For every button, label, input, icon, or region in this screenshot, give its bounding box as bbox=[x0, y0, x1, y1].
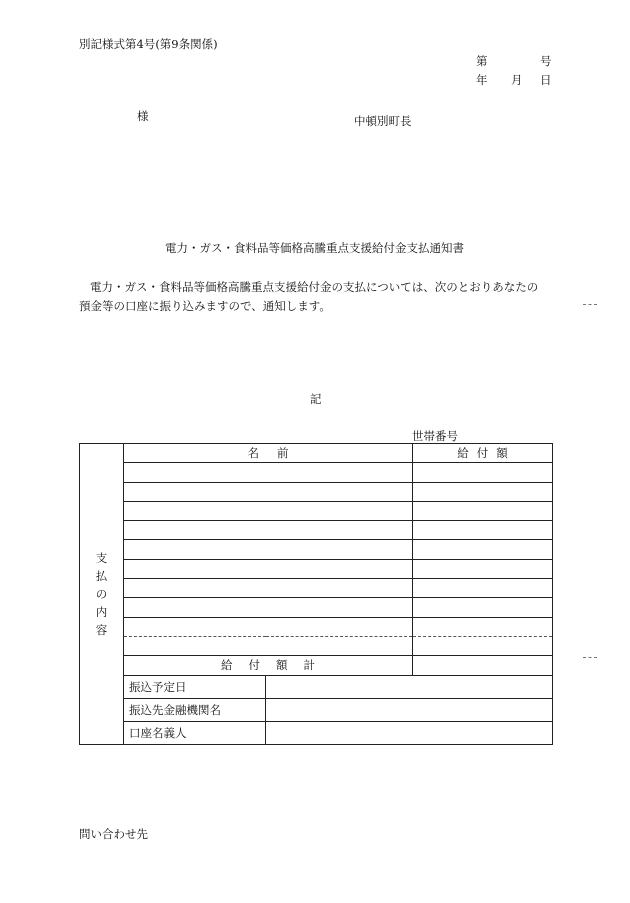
issuer: 中頓別町長 bbox=[354, 114, 412, 128]
amount-cell[interactable] bbox=[413, 482, 553, 501]
body-line-2: 預金等の口座に振り込みますので、通知します。 bbox=[79, 299, 331, 313]
side-label: 支払の内容 bbox=[95, 550, 108, 637]
amount-cell[interactable] bbox=[413, 521, 553, 540]
amount-cell[interactable] bbox=[413, 501, 553, 520]
date-day: 日 bbox=[540, 73, 552, 87]
amount-cell[interactable] bbox=[413, 559, 553, 578]
amount-cell[interactable] bbox=[413, 598, 553, 617]
amount-cell[interactable] bbox=[413, 579, 553, 598]
amount-cell[interactable] bbox=[413, 463, 553, 482]
date-year: 年 bbox=[476, 73, 488, 87]
header-amount: 給付額 bbox=[413, 444, 553, 463]
recipient-suffix: 様 bbox=[137, 109, 149, 123]
name-cell[interactable] bbox=[124, 501, 413, 520]
amount-cell[interactable] bbox=[413, 636, 553, 655]
name-cell[interactable] bbox=[124, 559, 413, 578]
ki-label: 記 bbox=[310, 392, 322, 406]
bank-name-value[interactable] bbox=[266, 698, 553, 721]
name-cell[interactable] bbox=[124, 521, 413, 540]
name-cell[interactable] bbox=[124, 463, 413, 482]
account-holder-value[interactable] bbox=[266, 721, 553, 744]
transfer-date-value[interactable] bbox=[266, 675, 553, 698]
bank-name-label: 振込先金融機関名 bbox=[124, 698, 266, 721]
payment-table bbox=[79, 443, 553, 745]
date-month: 月 bbox=[511, 73, 523, 87]
side-label-cell bbox=[80, 444, 124, 745]
transfer-date-label: 振込予定日 bbox=[124, 675, 266, 698]
body-line-1: 電力・ガス・食料品等価格高騰重点支援給付金の支払については、次のとおりあなたの bbox=[90, 280, 539, 294]
form-number: 別記様式第4号(第9条関係) bbox=[79, 37, 218, 51]
name-cell[interactable] bbox=[124, 617, 413, 636]
page-title: 電力・ガス・食料品等価格高騰重点支援給付金支払通知書 bbox=[165, 241, 464, 255]
contact-label: 問い合わせ先 bbox=[79, 827, 148, 841]
doc-number-go: 号 bbox=[540, 54, 552, 68]
name-cell[interactable] bbox=[124, 579, 413, 598]
name-cell[interactable] bbox=[124, 636, 413, 655]
margin-mark-bottom bbox=[583, 657, 597, 658]
name-cell[interactable] bbox=[124, 540, 413, 559]
name-cell[interactable] bbox=[124, 482, 413, 501]
amount-cell[interactable] bbox=[413, 540, 553, 559]
total-amount-cell[interactable] bbox=[413, 656, 553, 675]
header-name: 名前 bbox=[124, 444, 413, 463]
total-label: 給付額計 bbox=[124, 656, 413, 675]
household-number-label: 世帯番号 bbox=[412, 429, 458, 443]
margin-mark-top bbox=[583, 304, 597, 305]
name-cell[interactable] bbox=[124, 598, 413, 617]
doc-number-dai: 第 bbox=[476, 54, 488, 68]
account-holder-label: 口座名義人 bbox=[124, 721, 266, 744]
amount-cell[interactable] bbox=[413, 617, 553, 636]
